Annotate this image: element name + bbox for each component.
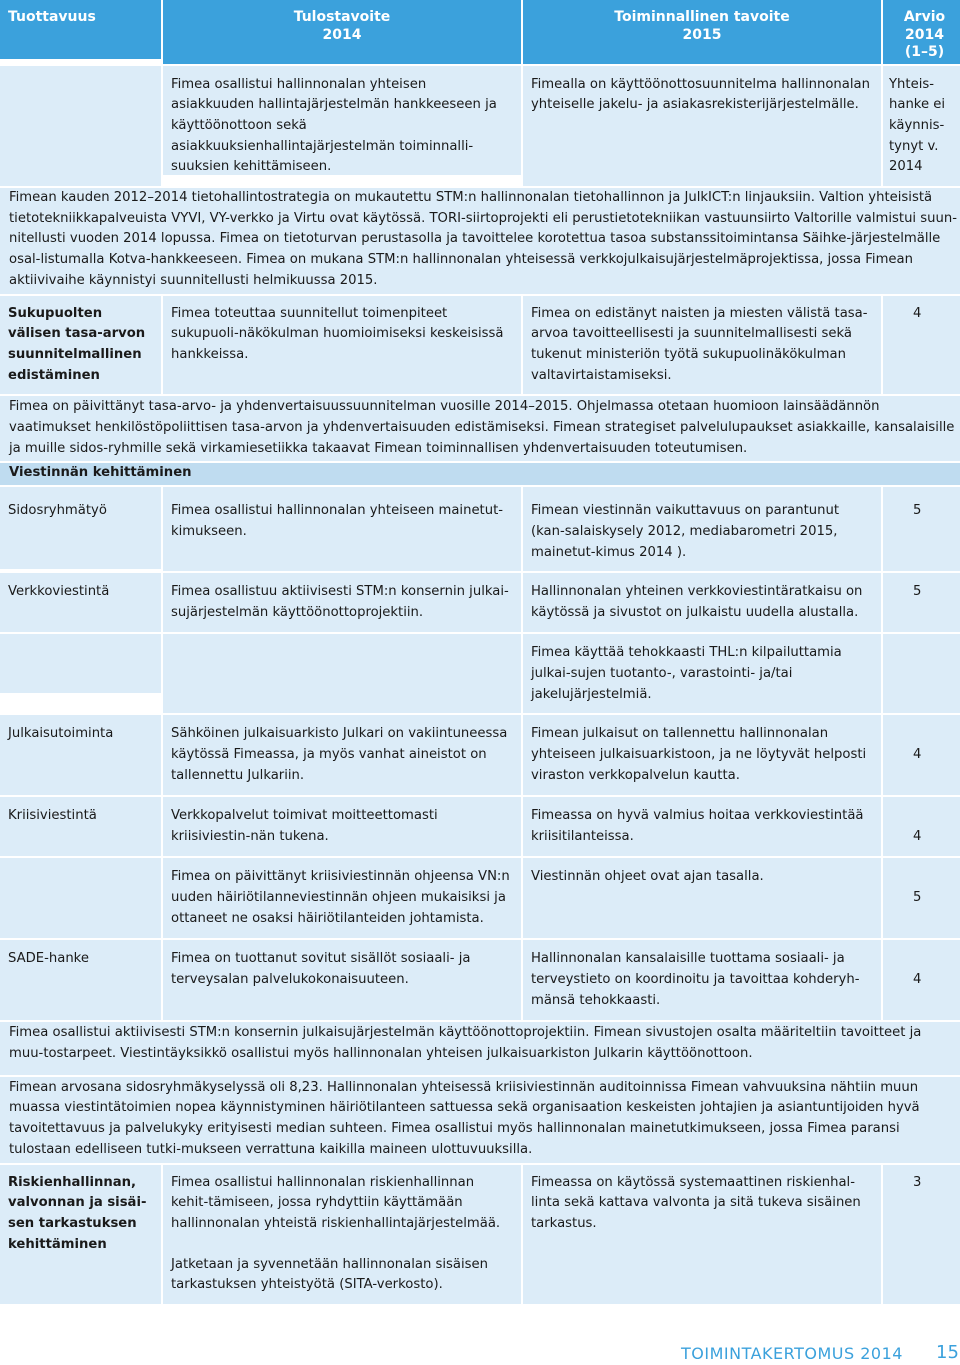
note-stakeholder-survey: Fimean arvosana sidosryhmäkyselyssä oli 8,23. Hallinnonalan yhteisessä kriisiviestinnän auditoinnissa Fimean vahvuuksina nähtiin muun muassa viestintätoimien nopea käynnistyminen häiriötilanteen sattuessa sekä organisaation keskeisten johtajien ja asiantuntijoiden hyvä tavoitettavuus ja palvelukyky erityisesti median suhteen. Fimea osallistui myös hallinnonalan mainetutkimukseen, jossa Fimea paransi tulostaan edelliseen tutki-mukseen verrattuna kaikilla maineen ulottuvuuksilla. [0,1077,960,1163]
comm-row-goal: Hallinnonalan kansalaisille tuottama sosiaali- ja terveystieto on koordinoitu ja tavoittaa kohderyh-mänsä tehokkaasti. [523,940,881,1020]
comm-row-score: 4 [883,940,960,1020]
row1-goal: Fimealla on käyttöönottosuunnitelma hallinnonalan yhteiselle jakelu- ja asiakasrekisterijärjestelmälle. [523,66,881,187]
row1-label [0,66,161,187]
row-risk-goal: Fimeassa on käytössä systemaattinen riskienhal-linta sekä kattava valvonta ja sitä tukeva sisäinen tarkastus. [523,1165,881,1305]
note-it-strategy: Fimean kauden 2012–2014 tietohallintostrategia on mukautettu STM:n hallinnonalan tietohallinnon ja JulkICT:n linjauksiin. Valtion yhteisistä tietotekniikkapalveuista VYVI, VY-verkko ja Virtu ovat käytössä. TORI-siirtoprojekti eli perustietotekniikan vastuunsiirto Valtorille valmistui suun-nitellusti vuoden 2014 lopussa. Fimea on tietoturvan perustasolla ja tavoittelee korotettua tasoa substanssitoimintansa Säihke-järjestelmälle osal-listumalla Kotva-hankkeeseen. Fimea on mukana STM:n hallinnonalan yhteisessä verkkojulkaisujärjestelmäprojektissa, jossa Fimean aktiivivaihe käynnistyi suunnitellusti helmikuussa 2015. [0,188,960,294]
comm-row-label: SADE-hanke [0,940,161,1020]
row-risk-result-2: Jatketaan ja syvennetään hallinnonalan sisäisen tarkastuksen yhteistyötä (SITA-verkosto). [171,1256,488,1293]
comm-row-score: 5 [883,573,960,632]
note-publishing-system: Fimea osallistui aktiivisesti STM:n konsernin julkaisujärjestelmän käyttöönottoprojektiin. Fimean sivustojen osalta määriteltiin tavoitteet ja muu-tostarpeet. Viestintäyksikkö osallistui myös hallinnonalan yhteisen julkaisuarkiston Julkarin käyttöönottoon. [0,1022,960,1074]
footer-report-title: TOIMINTAKERTOMUS 2014 [681,1344,903,1363]
row1-result: Fimea osallistui hallinnonalan yhteisen asiakkuuden hallintajärjestelmän hankkeeseen ja käyttöönottoon sekä asiakkuuksienhallintajärjestelmän toiminnalli-suuksien kehittämiseen. [163,66,521,175]
row-risk-label: Riskienhallinnan, valvonnan ja sisäi-sen tarkastuksen kehittäminen [0,1165,161,1305]
comm-row-score: 5 [883,858,960,938]
row2-label: Sukupuolten välisen tasa-arvon suunnitelmallinen edistäminen [0,296,161,395]
comm-row-result: Fimea osallistui hallinnonalan yhteiseen mainetut-kimukseen. [163,487,521,571]
comm-row-result: Verkkopalvelut toimivat moitteettomasti kriisiviestin-nän tukena. [163,797,521,856]
note-equality-plan: Fimea on päivittänyt tasa-arvo- ja yhdenvertaisuussuunnitelman vuosille 2014–2015. Ohjelmassa otetaan huomioon lainsäädännön vaatimukset henkilöstöpoliittisen tasa-arvon ja yhdenvertaisuuden edistämiseksi. Fimean strategiset palvelulupaukset asiakkaille, kansalaisille ja muille sidos-ryhmille sekä virkamiesetiikka takaavat Fimean toiminnallisen yhdenvertaisuuden toteutumisen. [0,396,960,461]
row2-goal: Fimea on edistänyt naisten ja miesten välistä tasa-arvoa tavoitteellisesti ja suunnitelmallisesti sekä tukenut ministeriön työtä sukupuolinäkökulman valtavirtaistamiseksi. [523,296,881,395]
row-risk-score: 3 [883,1165,960,1305]
comm-row-result [163,634,521,713]
comm-row-label: Kriisiviestintä [0,797,161,856]
comm-row-result: Fimea on tuottanut sovitut sisällöt sosiaali- ja terveysalan palvelukokonaisuuteen. [163,940,521,1020]
comm-row-score [883,634,960,713]
header-rating-scale: (1–5) [904,44,945,60]
row2-result: Fimea toteuttaa suunnitellut toimenpiteet sukupuoli-näkökulman huomioimiseksi keskeisissä hankkeissa. [163,296,521,395]
header-result-target [163,0,521,64]
comm-row-result: Fimea osallistuu aktiivisesti STM:n konsernin julkai-sujärjestelmän käyttöönottoprojektiin. [163,573,521,632]
comm-row-goal: Fimean viestinnän vaikuttavuus on parantunut (kan-salaiskysely 2012, mediabarometri 2015, mainetut-kimus 2014 ). [523,487,881,571]
comm-row-label: Verkkoviestintä [0,573,161,632]
comm-row-score: 4 [883,797,960,856]
header-operational-goal-label: Toiminnallinen tavoite [614,9,790,25]
comm-row-goal: Hallinnonalan yhteinen verkkoviestintäratkaisu on käytössä ja sivustot on julkaistu uudella alustalla. [523,573,881,632]
row2-score: 4 [883,296,960,395]
comm-row-label: Julkaisutoiminta [0,715,161,795]
comm-row-score: 4 [883,715,960,795]
row-risk-result [163,1165,521,1305]
header-productivity: Tuottavuus [0,0,161,59]
comm-row-goal: Fimean julkaisut on tallennettu hallinnonalan yhteiseen julkaisuarkistoon, ja ne löytyvät helposti viraston verkkopalvelun kautta. [523,715,881,795]
row1-score: Yhteis-hanke ei käynnis-tynyt v. 2014 [883,66,960,187]
header-rating-year: 2014 [905,26,944,43]
section-communication-title: Viestinnän kehittäminen [0,463,960,485]
comm-row-goal: Viestinnän ohjeet ovat ajan tasalla. [523,858,881,938]
header-operational-goal-year: 2015 [682,26,722,43]
header-rating [883,0,960,64]
page-number: 15 [936,1342,959,1363]
comm-row-label [0,634,161,693]
comm-row-goal: Fimeassa on hyvä valmius hoitaa verkkoviestintää kriisitilanteissa. [523,797,881,856]
comm-row-label [0,858,161,938]
header-result-target-label: Tulostavoite [293,9,391,25]
row-risk-result-1: Fimea osallistui hallinnonalan riskienhallinnan kehit-tämiseen, jossa ryhdyttiin käyttämään hallinnonalan yhteistä riskienhallintajärjestelmää. [171,1174,501,1231]
comm-row-result: Fimea on päivittänyt kriisiviestinnän ohjeensa VN:n uuden häiriötilanneviestinnän ohjeen mukaisiksi ja ottaneet ne osaksi häiriötilanteiden johtamista. [163,858,521,938]
comm-row-goal: Fimea käyttää tehokkaasti THL:n kilpailuttamia julkai-sujen tuotanto-, varastointi- ja/tai jakelujärjestelmiä. [523,634,881,713]
header-rating-label: Arvio [903,9,946,25]
header-operational-goal [523,0,881,64]
header-result-target-year: 2014 [322,26,362,43]
comm-row-result: Sähköinen julkaisuarkisto Julkari on vakiintuneessa käytössä Fimeassa, ja myös vanhat aineistot on tallennettu Julkariin. [163,715,521,795]
comm-row-label: Sidosryhmätyö [0,487,161,569]
comm-row-score: 5 [883,487,960,571]
